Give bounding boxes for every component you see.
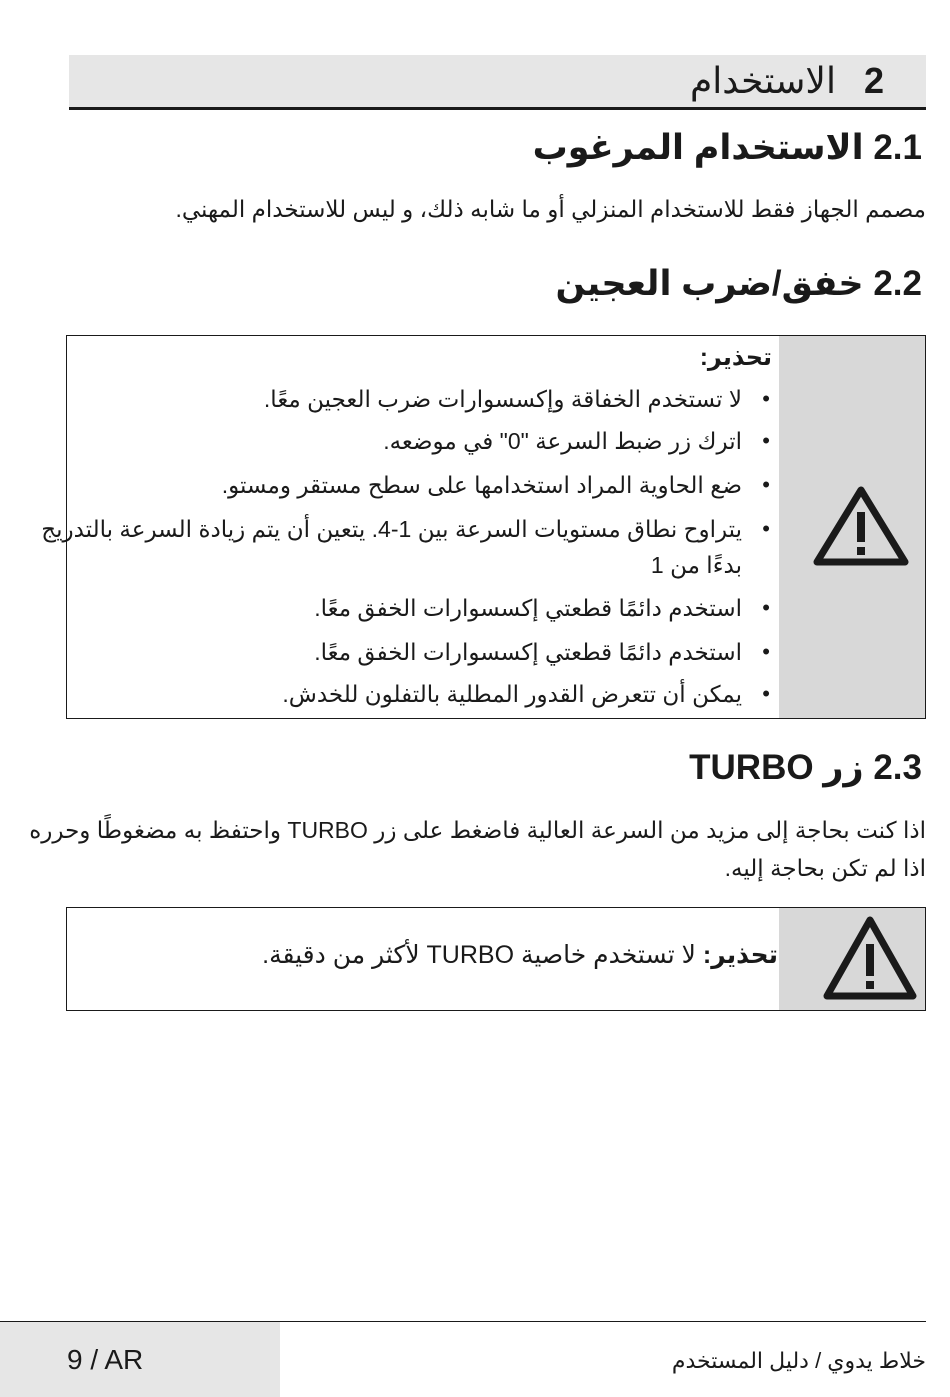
section-2-1-heading: 2.1 الاستخدام المرغوب [532,128,922,167]
warning-bullet-5 [314,595,770,622]
turbo-warning-body: لا تستخدم خاصية TURBO لأكثر من دقيقة. [262,941,703,969]
warning-bullet-7 [282,681,770,708]
bullet-text: يمكن أن تتعرض القدور المطلية بالتفلون للخدش. [282,681,742,707]
bullet-dot: • [762,428,770,453]
turbo-warning-label: تحذير: [702,941,778,969]
section-2-3-heading: 2.3 زر TURBO [689,748,922,787]
bullet-dot: • [762,472,770,497]
chapter-header [69,55,926,110]
warning-title: تحذير: [699,344,772,371]
bullet-text: ضع الحاوية المراد استخدامها على سطح مستقر ومستو. [221,472,742,498]
bullet-text: لا تستخدم الخفاقة وإكسسوارات ضرب العجين معًا. [263,386,742,412]
bullet-dot: • [762,639,770,664]
bullet-dot: • [762,595,770,620]
chapter-title [690,55,884,107]
bullet-dot: • [762,681,770,706]
warning-bullet-2 [383,428,770,455]
section-2-1-text: مصمم الجهاز فقط للاستخدام المنزلي أو ما شابه ذلك، و ليس للاستخدام المهني. [175,196,926,222]
warning-bullet-4 [41,516,770,543]
bullet-text: استخدم دائمًا قطعتي إكسسوارات الخفق معًا. [314,595,742,621]
bullet-dot: • [762,386,770,411]
warning-bullet-1 [264,386,770,413]
warning-triangle-icon [821,914,919,1002]
bullet-text: بدءًا من 1 [650,552,742,578]
warning-bullet-6 [314,639,770,666]
warning-triangle-icon [811,484,911,568]
footer-doc-title: خلاط يدوي / دليل المستخدم [671,1348,926,1373]
warning-bullet-3 [222,472,770,499]
bullet-text: يتراوح نطاق مستويات السرعة بين 1-4. يتعين أن يتم زيادة السرعة بالتدريج [41,516,742,542]
section-2-3-text-line-2: اذا لم تكن بحاجة إليه. [724,855,926,881]
bullet-text: اترك زر ضبط السرعة "0" في موضعه. [383,428,742,454]
bullet-dot: • [762,516,770,541]
bullet-text: استخدم دائمًا قطعتي إكسسوارات الخفق معًا. [314,639,742,665]
section-2-3-text-line-1: اذا كنت بحاجة إلى مزيد من السرعة العالية فاضغط على زر TURBO واحتفظ به مضغوطًا وحرره [29,817,926,843]
page-number: 9 / AR [67,1344,144,1375]
chapter-number: 2 [863,60,884,101]
section-2-2-heading: 2.2 خفق/ضرب العجين [555,264,922,303]
turbo-warning-text [262,940,778,970]
warning-bullet-4-continued [651,552,770,579]
chapter-title-text: الاستخدام [689,60,836,101]
